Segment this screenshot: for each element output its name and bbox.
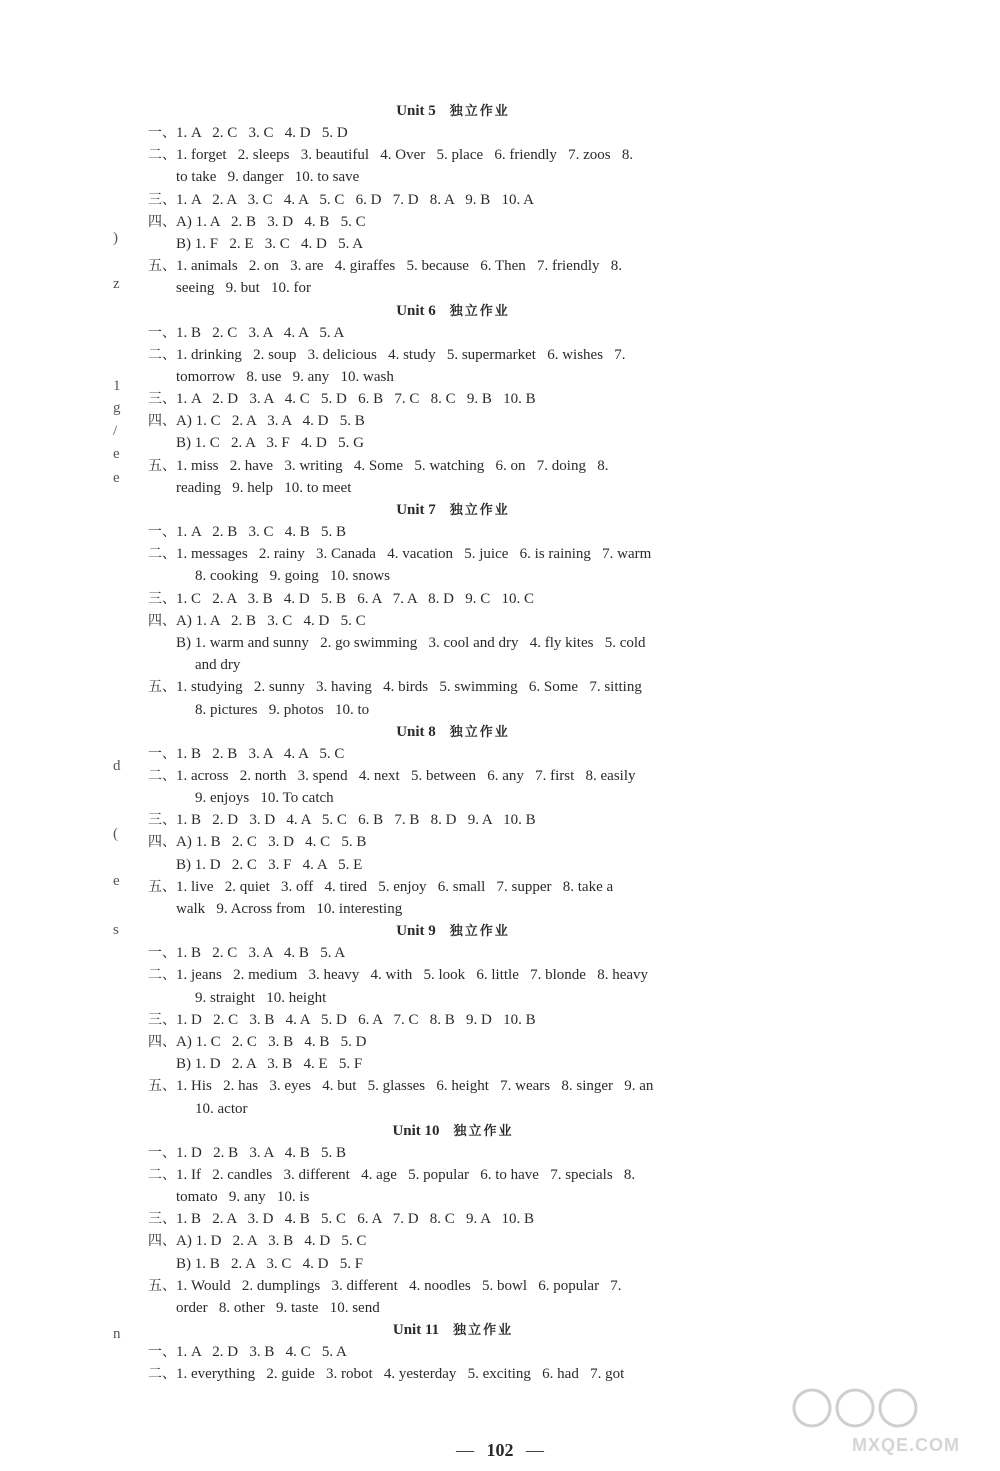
answer-line <box>148 610 738 632</box>
answer-line <box>148 1075 738 1097</box>
page-number-value: 102 <box>486 1440 514 1460</box>
section-number: 四、 <box>148 612 176 629</box>
answer-line <box>148 1275 738 1297</box>
section-number: 一、 <box>148 945 176 962</box>
section-number: 四、 <box>148 413 176 430</box>
margin-fragment: d <box>113 758 121 774</box>
answer-text: 1. live 2. quiet 3. off 4. tired 5. enjoy 6. small 7. supper 8. take a <box>176 878 614 895</box>
section-number: 五、 <box>148 258 176 275</box>
watermark <box>790 1386 960 1456</box>
answer-line <box>148 543 738 565</box>
unit-title-label: Unit 7 <box>396 502 436 518</box>
section-number: 五、 <box>148 878 176 895</box>
margin-fragment: e <box>113 470 120 486</box>
section-number: 一、 <box>148 324 176 341</box>
unit-title <box>148 100 738 122</box>
answer-line <box>148 1031 738 1053</box>
margin-fragment: s <box>113 922 119 938</box>
answer-text: tomato 9. any 10. is <box>176 1189 310 1206</box>
answer-text: reading 9. help 10. to meet <box>176 479 352 496</box>
answer-text: B) 1. D 2. A 3. B 4. E 5. F <box>176 1056 363 1073</box>
answer-line <box>148 765 738 787</box>
answer-text: 1. studying 2. sunny 3. having 4. birds 5. swimming 6. Some 7. sitting <box>176 679 642 696</box>
answer-line <box>148 1053 738 1075</box>
section-number: 四、 <box>148 213 176 230</box>
margin-fragment: 1 <box>113 378 121 394</box>
section-number: 四、 <box>148 1233 176 1250</box>
section-number: 一、 <box>148 125 176 141</box>
answer-line <box>148 255 738 277</box>
section-number: 二、 <box>148 1366 176 1383</box>
answer-line <box>148 1142 738 1164</box>
answer-line <box>148 122 738 144</box>
section-number: 二、 <box>148 967 176 984</box>
page-number-dash-left: — <box>456 1440 474 1460</box>
answer-text: 1. Would 2. dumplings 3. different 4. noodles 5. bowl 6. popular 7. <box>176 1277 622 1294</box>
answer-text: B) 1. B 2. A 3. C 4. D 5. F <box>176 1255 364 1272</box>
answer-line <box>148 1186 738 1208</box>
unit-title-label: Unit 5 <box>396 103 436 119</box>
unit-title-label: Unit 6 <box>396 302 436 319</box>
answer-text: seeing 9. but 10. for <box>176 280 311 297</box>
section-number: 五、 <box>148 679 176 696</box>
margin-fragment: e <box>113 446 120 462</box>
answer-line <box>148 366 738 388</box>
section-number: 三、 <box>148 812 176 829</box>
section-number: 三、 <box>148 590 176 607</box>
margin-fragment: g <box>113 400 121 416</box>
section-number: 三、 <box>148 191 176 208</box>
section-number: 二、 <box>148 346 176 363</box>
answer-line <box>148 166 738 188</box>
answer-line <box>148 144 738 166</box>
answer-line <box>148 233 738 255</box>
answer-line <box>148 189 738 211</box>
answer-line <box>148 1230 738 1252</box>
answer-line <box>148 521 738 543</box>
section-number: 一、 <box>148 1344 176 1361</box>
answer-line <box>148 1297 738 1319</box>
answer-text: B) 1. F 2. E 3. C 4. D 5. A <box>176 235 364 252</box>
answer-text: tomorrow 8. use 9. any 10. wash <box>176 368 394 385</box>
margin-fragment: ) <box>113 230 118 246</box>
answer-text: 1. jeans 2. medium 3. heavy 4. with 5. look 6. little 7. blonde 8. heavy <box>176 967 649 984</box>
answer-text: 1. If 2. candles 3. different 4. age 5. popular 6. to have 7. specials 8. <box>176 1166 636 1183</box>
answer-line <box>148 344 738 366</box>
answer-text: 1. His 2. has 3. eyes 4. but 5. glasses 6. height 7. wears 8. singer 9. an <box>176 1078 654 1095</box>
unit-title-subtitle: 独立作业 <box>449 724 510 740</box>
answer-text: 1. D 2. B 3. A 4. B 5. B <box>176 1144 347 1161</box>
answer-line <box>148 743 738 765</box>
unit-title <box>148 920 738 942</box>
answer-text: 1. miss 2. have 3. writing 4. Some 5. watching 6. on 7. doing 8. <box>176 457 609 474</box>
answer-key-content <box>148 100 738 1386</box>
answer-text: B) 1. warm and sunny 2. go swimming 3. cool and dry 4. fly kites 5. cold <box>176 634 646 651</box>
answer-text: 1. forget 2. sleeps 3. beautiful 4. Over 5. place 6. friendly 7. zoos 8. <box>176 147 634 164</box>
section-number: 五、 <box>148 457 176 474</box>
answer-line <box>148 1363 738 1385</box>
unit-title <box>148 1120 738 1142</box>
unit-title-subtitle: 独立作业 <box>449 303 510 319</box>
answer-line <box>148 854 738 876</box>
answer-text: 1. A 2. D 3. B 4. C 5. A <box>176 1344 347 1361</box>
answer-line <box>148 987 738 1009</box>
answer-text: 9. straight 10. height <box>195 989 327 1006</box>
answer-line <box>148 322 738 344</box>
answer-text: 8. cooking 9. going 10. snows <box>195 568 390 585</box>
answer-text: 1. D 2. C 3. B 4. A 5. D 6. A 7. C 8. B 9. D 10. B <box>176 1011 536 1028</box>
answer-text: 1. B 2. B 3. A 4. A 5. C <box>176 745 345 762</box>
answer-text: 1. A 2. A 3. C 4. A 5. C 6. D 7. D 8. A 9. B 10. A <box>176 191 534 208</box>
unit-title-label: Unit 11 <box>392 1322 440 1339</box>
answer-line <box>148 211 738 233</box>
answer-line <box>148 831 738 853</box>
answer-line <box>148 477 738 499</box>
answer-line <box>148 1253 738 1275</box>
margin-fragment: / <box>113 423 118 439</box>
watermark-text: MXQE.COM <box>851 1435 960 1455</box>
answer-text: to take 9. danger 10. to save <box>176 169 360 186</box>
unit-title-subtitle: 独立作业 <box>453 1123 514 1139</box>
unit-title <box>148 499 738 521</box>
answer-line <box>148 277 738 299</box>
answer-text: 1. A 2. B 3. C 4. B 5. B <box>176 524 347 540</box>
answer-line <box>148 632 738 654</box>
watermark-logo-icon <box>790 1386 960 1431</box>
unit-title-subtitle: 独立作业 <box>449 503 510 518</box>
answer-text: 1. everything 2. guide 3. robot 4. yesterday 5. exciting 6. had 7. got <box>176 1366 625 1383</box>
section-number: 二、 <box>148 546 176 563</box>
answer-line <box>148 964 738 986</box>
answer-text: A) 1. C 2. C 3. B 4. B 5. D <box>176 1033 367 1050</box>
section-number: 四、 <box>148 1033 176 1050</box>
answer-text: A) 1. A 2. B 3. D 4. B 5. C <box>176 213 366 230</box>
answer-text: 1. B 2. D 3. D 4. A 5. C 6. B 7. B 8. D 9. A 10. B <box>176 812 536 829</box>
section-number: 二、 <box>148 767 176 784</box>
answer-text: 1. drinking 2. soup 3. delicious 4. study 5. supermarket 6. wishes 7. <box>176 346 626 363</box>
page-number-dash-right: — <box>526 1440 544 1460</box>
section-number: 三、 <box>148 1011 176 1028</box>
section-number: 三、 <box>148 1211 176 1228</box>
answer-line <box>148 388 738 410</box>
answer-text: 1. across 2. north 3. spend 4. next 5. between 6. any 7. first 8. easily <box>176 767 636 784</box>
answer-text: and dry <box>195 657 241 674</box>
answer-line <box>148 1341 738 1363</box>
answer-text: order 8. other 9. taste 10. send <box>176 1300 380 1316</box>
answer-line <box>148 654 738 676</box>
section-number: 一、 <box>148 745 176 762</box>
answer-line <box>148 676 738 698</box>
unit-title <box>148 1319 738 1341</box>
unit-title-subtitle: 独立作业 <box>449 104 510 119</box>
margin-fragment: ( <box>113 826 118 842</box>
unit-title <box>148 300 738 322</box>
unit-title-subtitle: 独立作业 <box>449 924 510 940</box>
answer-line <box>148 588 738 610</box>
answer-text: 1. A 2. C 3. C 4. D 5. D <box>176 125 348 141</box>
answer-text: 8. pictures 9. photos 10. to <box>195 701 370 718</box>
answer-line <box>148 1208 738 1230</box>
unit-title-label: Unit 10 <box>392 1122 440 1139</box>
section-number: 五、 <box>148 1277 176 1294</box>
answer-line <box>148 699 738 721</box>
section-number: 二、 <box>148 147 176 164</box>
answer-line <box>148 876 738 898</box>
answer-line <box>148 565 738 587</box>
unit-title-label: Unit 9 <box>396 923 436 940</box>
answer-text: A) 1. B 2. C 3. D 4. C 5. B <box>176 834 367 851</box>
section-number: 三、 <box>148 391 176 408</box>
answer-text: A) 1. C 2. A 3. A 4. D 5. B <box>176 413 365 430</box>
answer-line <box>148 1164 738 1186</box>
answer-text: B) 1. D 2. C 3. F 4. A 5. E <box>176 856 363 873</box>
answer-text: 10. actor <box>195 1100 248 1117</box>
answer-text: 1. A 2. D 3. A 4. C 5. D 6. B 7. C 8. C 9. B 10. B <box>176 391 536 408</box>
section-number: 四、 <box>148 834 176 851</box>
section-number: 二、 <box>148 1166 176 1183</box>
margin-fragment: e <box>113 873 120 889</box>
answer-text: A) 1. D 2. A 3. B 4. D 5. C <box>176 1233 367 1250</box>
answer-line <box>148 942 738 964</box>
section-number: 一、 <box>148 1144 176 1161</box>
answer-text: 1. B 2. C 3. A 4. A 5. A <box>176 324 345 341</box>
section-number: 五、 <box>148 1078 176 1095</box>
margin-fragment: n <box>113 1326 121 1342</box>
answer-line <box>148 809 738 831</box>
answer-text: walk 9. Across from 10. interesting <box>176 901 403 917</box>
answer-text: 9. enjoys 10. To catch <box>195 790 334 807</box>
answer-text: 1. C 2. A 3. B 4. D 5. B 6. A 7. A 8. D 9. C 10. C <box>176 590 534 607</box>
answer-line <box>148 787 738 809</box>
answer-text: 1. messages 2. rainy 3. Canada 4. vacation 5. juice 6. is raining 7. warm <box>176 546 652 563</box>
unit-title <box>148 721 738 743</box>
margin-fragment: z <box>113 276 120 292</box>
unit-title-label: Unit 8 <box>396 723 436 740</box>
answer-line <box>148 1009 738 1031</box>
answer-line <box>148 898 738 920</box>
answer-line <box>148 432 738 454</box>
answer-text: B) 1. C 2. A 3. F 4. D 5. G <box>176 435 364 452</box>
answer-line <box>148 455 738 477</box>
answer-text: 1. B 2. C 3. A 4. B 5. A <box>176 945 346 962</box>
answer-line <box>148 1098 738 1120</box>
answer-text: A) 1. A 2. B 3. C 4. D 5. C <box>176 612 366 629</box>
answer-text: 1. animals 2. on 3. are 4. giraffes 5. because 6. Then 7. friendly 8. <box>176 258 623 275</box>
unit-title-subtitle: 独立作业 <box>453 1323 514 1339</box>
section-number: 一、 <box>148 524 176 540</box>
answer-line <box>148 410 738 432</box>
answer-text: 1. B 2. A 3. D 4. B 5. C 6. A 7. D 8. C 9. A 10. B <box>176 1211 534 1228</box>
